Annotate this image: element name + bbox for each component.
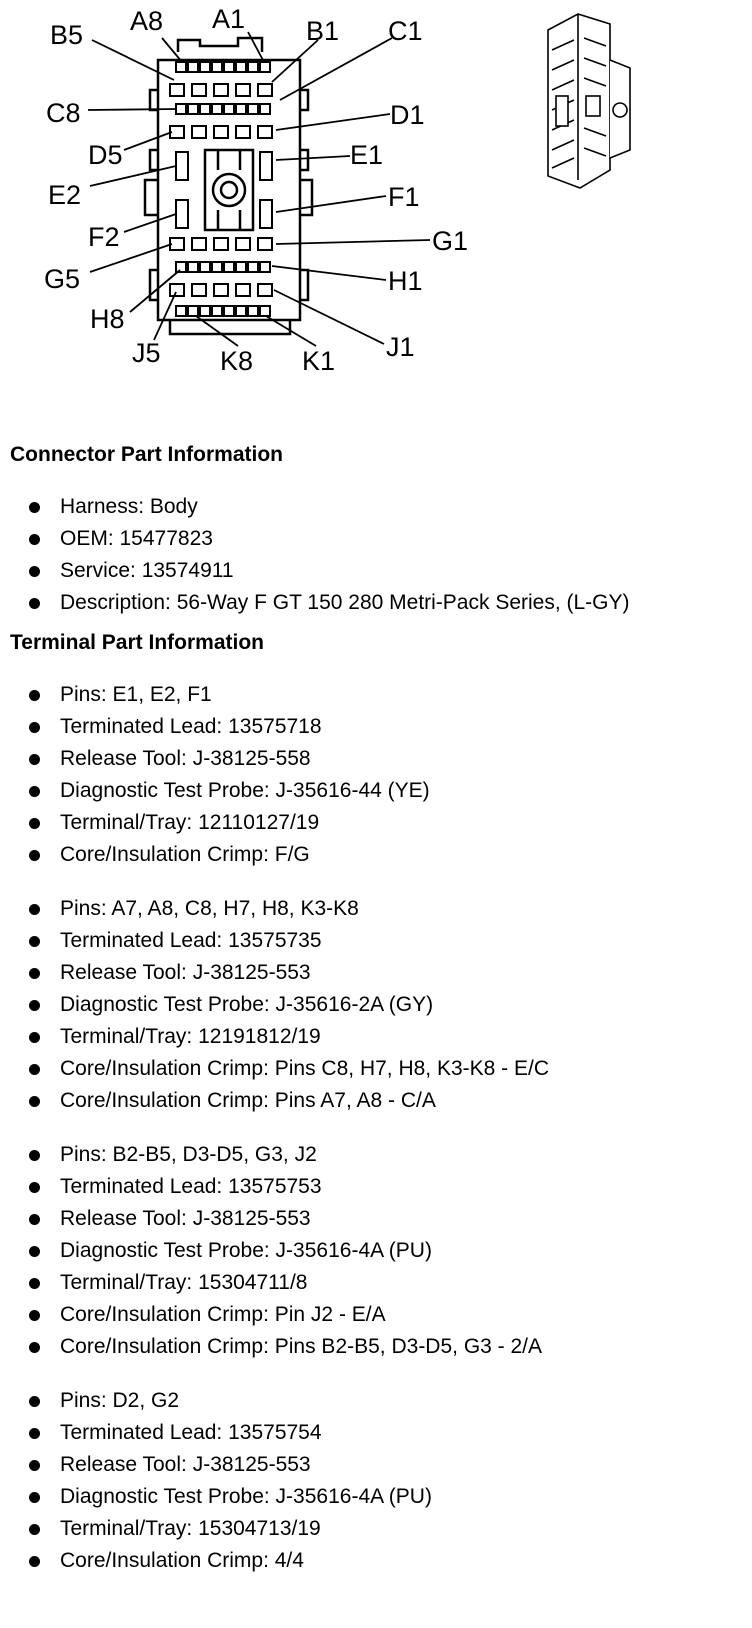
pin-label-a8: A8 <box>130 6 164 36</box>
connector-info-list <box>0 491 630 619</box>
bullet-icon <box>29 1096 40 1107</box>
bullet-icon <box>29 904 40 915</box>
bullet-icon <box>29 818 40 829</box>
bullet-icon <box>29 1150 40 1161</box>
bullet-icon <box>29 1032 40 1043</box>
pin-label-e2: E2 <box>48 180 82 210</box>
connector-face-diagram <box>0 0 752 420</box>
bullet-icon <box>29 1000 40 1011</box>
pin-label-e1: E1 <box>350 140 384 170</box>
pin-label-h1: H1 <box>388 266 423 296</box>
pin-label-j5: J5 <box>132 338 161 368</box>
pin-label-c1: C1 <box>388 16 423 46</box>
bullet-icon <box>29 1556 40 1567</box>
list-item: Terminated Lead: 13575735 <box>0 925 549 957</box>
list-item: Harness: Body <box>0 491 630 523</box>
list-item: Core/Insulation Crimp: Pins B2-B5, D3-D5, G3 - 2/A <box>0 1331 542 1363</box>
list-item: Core/Insulation Crimp: Pin J2 - E/A <box>0 1299 542 1331</box>
list-item: Terminal/Tray: 12191812/19 <box>0 1021 549 1053</box>
list-item: Terminated Lead: 13575754 <box>0 1417 432 1449</box>
list-item: Diagnostic Test Probe: J-35616-4A (PU) <box>0 1235 542 1267</box>
bullet-icon <box>29 1396 40 1407</box>
list-item: Pins: B2-B5, D3-D5, G3, J2 <box>0 1139 542 1171</box>
pin-label-j1: J1 <box>386 332 415 362</box>
list-item: Core/Insulation Crimp: F/G <box>0 839 430 871</box>
bullet-icon <box>29 786 40 797</box>
pin-label-a1: A1 <box>212 4 246 34</box>
bullet-icon <box>29 1342 40 1353</box>
bullet-icon <box>29 1214 40 1225</box>
list-item: Terminal/Tray: 15304713/19 <box>0 1513 432 1545</box>
bullet-icon <box>29 1246 40 1257</box>
pin-label-g5: G5 <box>44 264 81 294</box>
list-item: Pins: A7, A8, C8, H7, H8, K3-K8 <box>0 893 549 925</box>
bullet-icon <box>29 1428 40 1439</box>
connector-side-view <box>548 14 630 188</box>
list-item: Core/Insulation Crimp: Pins C8, H7, H8, K3-K8 - E/C <box>0 1053 549 1085</box>
bullet-icon <box>29 1278 40 1289</box>
terminal-group-3 <box>0 1139 542 1363</box>
bullet-icon <box>29 754 40 765</box>
pin-label-g1: G1 <box>432 226 469 256</box>
leader-lines <box>88 32 430 346</box>
terminal-info-heading: Terminal Part Information <box>10 631 264 654</box>
list-item: Description: 56-Way F GT 150 280 Metri-Pack Series, (L-GY) <box>0 587 630 619</box>
bullet-icon <box>29 936 40 947</box>
list-item: Pins: D2, G2 <box>0 1385 432 1417</box>
list-item: Pins: E1, E2, F1 <box>0 679 430 711</box>
list-item: Core/Insulation Crimp: Pins A7, A8 - C/A <box>0 1085 549 1117</box>
bullet-icon <box>29 566 40 577</box>
pin-label-f1: F1 <box>388 182 420 212</box>
list-item: Terminated Lead: 13575718 <box>0 711 430 743</box>
pin-label-f2: F2 <box>88 222 120 252</box>
bullet-icon <box>29 1524 40 1535</box>
list-item: Terminal/Tray: 12110127/19 <box>0 807 430 839</box>
bullet-icon <box>29 722 40 733</box>
list-item: Terminated Lead: 13575753 <box>0 1171 542 1203</box>
list-item: Diagnostic Test Probe: J-35616-44 (YE) <box>0 775 430 807</box>
list-item: Diagnostic Test Probe: J-35616-2A (GY) <box>0 989 549 1021</box>
bullet-icon <box>29 598 40 609</box>
list-item: Core/Insulation Crimp: 4/4 <box>0 1545 432 1577</box>
bullet-icon <box>29 1310 40 1321</box>
bullet-icon <box>29 1492 40 1503</box>
list-item: Release Tool: J-38125-558 <box>0 743 430 775</box>
terminal-group-4 <box>0 1385 432 1577</box>
connector-info-heading: Connector Part Information <box>10 443 284 466</box>
list-item: Release Tool: J-38125-553 <box>0 1449 432 1481</box>
bullet-icon <box>29 502 40 513</box>
list-item: Release Tool: J-38125-553 <box>0 1203 542 1235</box>
bullet-icon <box>29 534 40 545</box>
pin-label-k1: K1 <box>302 346 336 376</box>
pin-label-c8: C8 <box>46 98 81 128</box>
bullet-icon <box>29 1182 40 1193</box>
bullet-icon <box>29 850 40 861</box>
list-item: Release Tool: J-38125-553 <box>0 957 549 989</box>
bullet-icon <box>29 968 40 979</box>
pin-label-h8: H8 <box>90 304 125 334</box>
terminal-group-1 <box>0 679 430 871</box>
bullet-icon <box>29 690 40 701</box>
pin-label-b1: B1 <box>306 16 340 46</box>
bullet-icon <box>29 1064 40 1075</box>
list-item: OEM: 15477823 <box>0 523 630 555</box>
pin-label-b5: B5 <box>50 20 84 50</box>
pin-label-d5: D5 <box>88 140 123 170</box>
pin-label-d1: D1 <box>390 100 425 130</box>
bullet-icon <box>29 1460 40 1471</box>
list-item: Terminal/Tray: 15304711/8 <box>0 1267 542 1299</box>
pin-label-k8: K8 <box>220 346 254 376</box>
list-item: Diagnostic Test Probe: J-35616-4A (PU) <box>0 1481 432 1513</box>
terminal-group-2 <box>0 893 549 1117</box>
list-item: Service: 13574911 <box>0 555 630 587</box>
